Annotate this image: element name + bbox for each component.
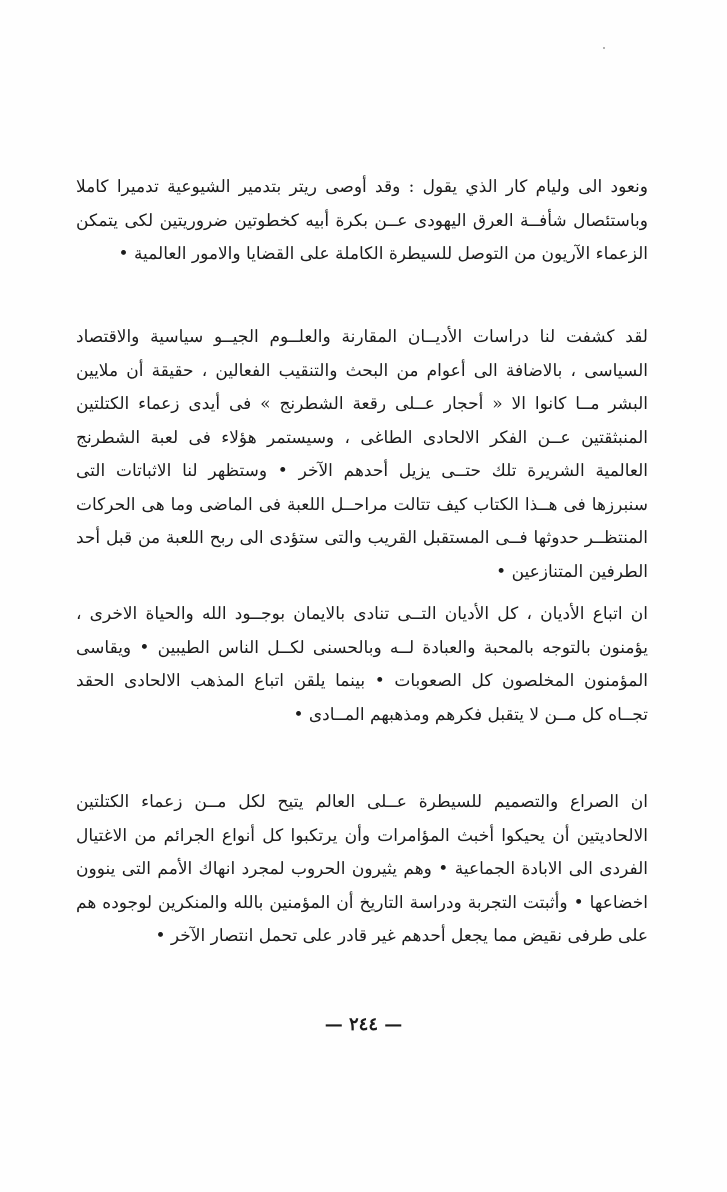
paragraph-1 (76, 171, 648, 272)
paragraph-3 (76, 598, 648, 732)
paragraph-2 (76, 321, 648, 589)
paragraph-3-text: ان اتباع الأديان ، كل الأديان التــى تنادى بالايمان بوجــود الله والحياة الاخرى ، يؤمنون بالتوجه بالمحبة والعبادة لــه وبالحسنى لكــل الناس الطيبين • ويقاسى المؤمنون المخلصون كل الصعوبات • بينما يلقن اتباع المذهب الالحادى الحقد تجــاه كل مــن لا يتقبل فكرهم ومذهبهم المــادى • (76, 604, 648, 725)
paragraph-4-text: ان الصراع والتصميم للسيطرة عــلى العالم يتيح لكل مــن زعماء الكتلتين الالحاديتين أن يحيكوا أخبث المؤامرات وأن يرتكبوا كل أنواع الجرائم من الاغتيال الفردى الى الابادة الجماعية • وهم يثيرون الحروب لمجرد انهاك الأمم التى ينوون اخضاعها • وأثبتت التجربة ودراسة التاريخ أن المؤمنين بالله والمنكرين لوجوده هم على طرفى نقيض مما يجعل أحدهم غير قادر على تحمل انتصار الآخر • (76, 792, 648, 946)
paragraph-2-text: لقد كشفت لنا دراسات الأديــان المقارنة والعلــوم الجيــو سياسية والاقتصاد السياسى ، بالاضافة الى أعوام من البحث والتنقيب الفعالين ، حقيقة أن ملايين البشر مــا كانوا الا « أحجار عــلى رقعة الشطرنج » فى أيدى زعماء الكتلتين المنبثقتين عــن الفكر الالحادى الطاغى ، وسيستمر هؤلاء فى لعبة الشطرنج العالمية الشريرة تلك حتــى يزيل أحدهم الآخر • وستظهر لنا الاثباتات التى سنبرزها فى هــذا الكتاب كيف تتالت مراحــل اللعبة فى الماضى وما هى الحركات المنتظــر حدوثها فــى المستقبل القريب والتى ستؤدى الى ربح اللعبة من قبل أحد الطرفين المتنازعين • (76, 327, 648, 582)
scan-speck (603, 47, 605, 49)
paragraph-4 (76, 786, 648, 954)
page-number: — ٢٤٤ — (324, 1014, 403, 1035)
paragraph-1-text: ونعود الى وليام كار الذي يقول : وقد أوصى ريتر بتدمير الشيوعية تدميرا كاملا وباستئصال شأفــة العرق اليهودى عــن بكرة أبيه كخطوتين ضروريتين لكى يتمكن الزعماء الآريون من التوصل للسيطرة الكاملة على القضايا والامور العالمية • (76, 177, 648, 264)
